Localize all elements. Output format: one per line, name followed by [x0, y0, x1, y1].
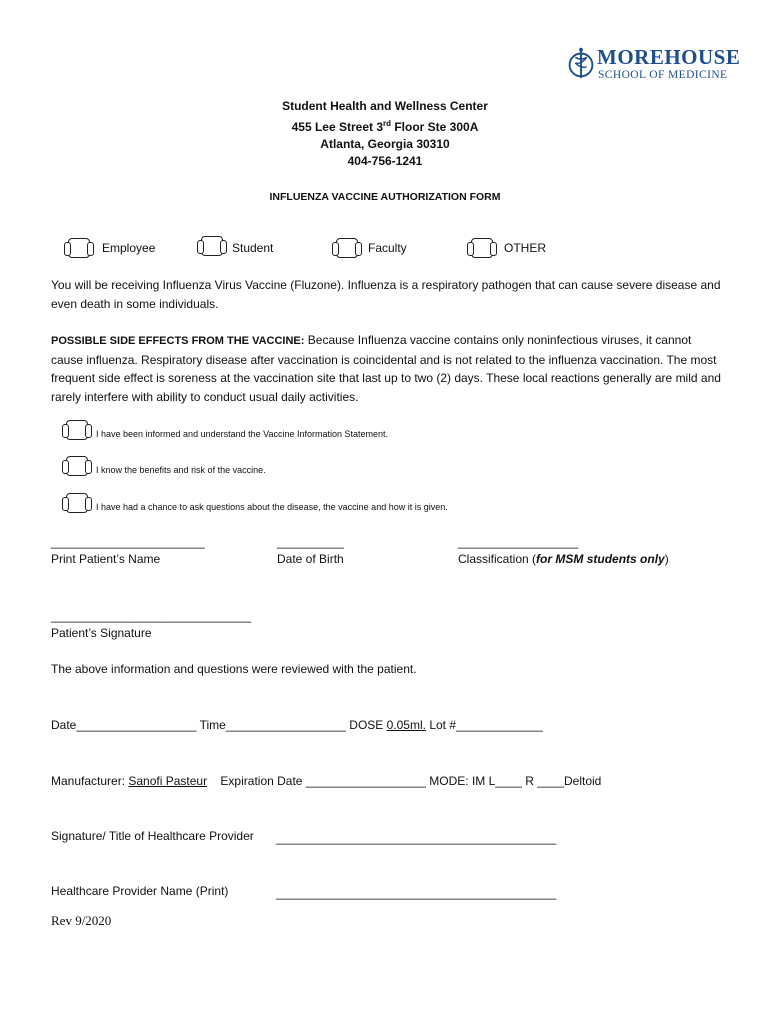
benefits-label: I know the benefits and risk of the vaccine.: [96, 465, 266, 475]
employee-checkbox[interactable]: [68, 238, 90, 258]
clinic-phone: 404-756-1241: [347, 154, 423, 168]
clinic-header: [0, 98, 770, 170]
logo-name: MOREHOUSE: [597, 45, 741, 69]
provider-signature-field[interactable]: __________________________________________: [276, 831, 557, 845]
faculty-checkbox[interactable]: [336, 238, 358, 258]
other-label: OTHER: [504, 241, 546, 255]
patient-signature-label: Patient’s Signature: [51, 626, 152, 640]
classification-field[interactable]: __________________: [458, 535, 579, 549]
faculty-label: Faculty: [368, 241, 407, 255]
classification-label: Classification (for MSM students only): [458, 552, 669, 566]
employee-label: Employee: [102, 241, 156, 255]
side-effects-heading: POSSIBLE SIDE EFFECTS FROM THE VACCINE:: [51, 335, 305, 347]
student-checkbox[interactable]: [201, 236, 223, 256]
informed-checkbox[interactable]: [66, 420, 88, 440]
intro-text: You will be receiving Influenza Virus Vaccine (Fluzone). Influenza is a respiratory pathogen that can cause severe disease and even death in some individuals.: [51, 278, 721, 311]
manufacturer-value: Sanofi Pasteur: [128, 774, 208, 788]
questions-checkbox[interactable]: [66, 493, 88, 513]
other-checkbox[interactable]: [471, 238, 493, 258]
clinic-street: 455 Lee Street 3rd Floor Ste 300A: [291, 119, 479, 134]
questions-label: I have had a chance to ask questions about the disease, the vaccine and how it is given.: [96, 502, 448, 512]
clinic-name: Student Health and Wellness Center: [282, 99, 488, 113]
form-title: INFLUENZA VACCINE AUTHORIZATION FORM: [269, 191, 501, 203]
dose-row[interactable]: Date__________________ Time__________________ DOSE 0.05ml. Lot #_____________: [51, 718, 543, 732]
patient-signature-field[interactable]: ______________________________: [51, 609, 252, 623]
patient-name-label: Print Patient’s Name: [51, 552, 161, 566]
provider-signature-label: Signature/ Title of Healthcare Provider: [51, 829, 254, 843]
student-label: Student: [232, 241, 274, 255]
clinic-city: Atlanta, Georgia 30310: [320, 137, 450, 151]
dob-field[interactable]: __________: [277, 535, 344, 549]
reviewed-statement: The above information and questions were reviewed with the patient.: [51, 662, 417, 676]
provider-name-field[interactable]: __________________________________________: [276, 886, 557, 900]
patient-name-field[interactable]: _______________________: [51, 535, 205, 549]
informed-label: I have been informed and understand the Vaccine Information Statement.: [96, 429, 389, 439]
benefits-checkbox[interactable]: [66, 456, 88, 476]
dob-label: Date of Birth: [277, 552, 344, 566]
side-effects-text: POSSIBLE SIDE EFFECTS FROM THE VACCINE: Because Influenza vaccine contains only noninfectious viruses, it cannot cause influenza. Respiratory disease after vaccination is coincidental and is not related to the influenza vaccination. The most frequent side effect is soreness at the vaccination site that last up to two (2) days. These local reactions generally are mild and rarely interfere with ability to conduct usual daily activities.: [51, 333, 721, 404]
revision-date: Rev 9/2020: [51, 913, 112, 928]
caduceus-logo-icon: [566, 44, 596, 82]
logo-subname: SCHOOL OF MEDICINE: [598, 69, 728, 81]
manufacturer-row[interactable]: Manufacturer: Sanofi Pasteur Expiration Date __________________ MODE: IM L____ R ____Deltoid: [51, 774, 602, 788]
provider-name-label: Healthcare Provider Name (Print): [51, 884, 229, 898]
dose-value: 0.05ml.: [386, 718, 426, 732]
